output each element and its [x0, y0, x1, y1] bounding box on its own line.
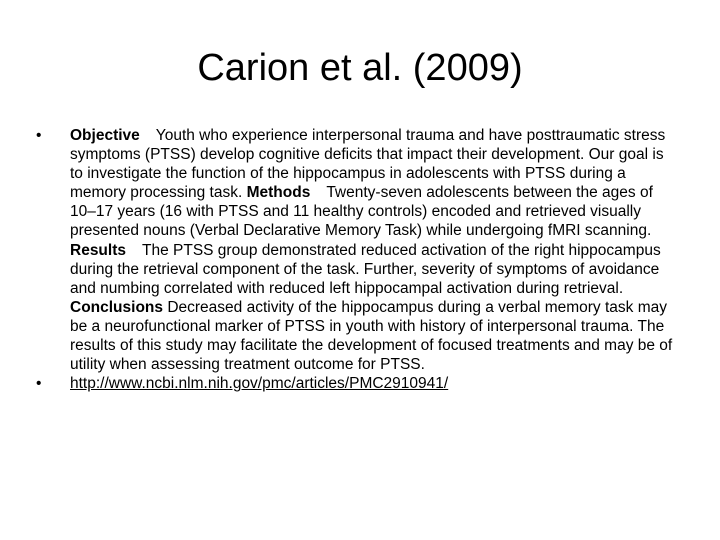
methods-text: Twenty-seven adolescents between the ages of 10–17 years (16 with PTSS and 11 healthy controls) encoded and retrieved visually presented nouns (Verbal Declarative Memory Task) while undergoing fMRI scanning. [70, 184, 653, 240]
results-label: Results [70, 241, 126, 259]
objective-text: Youth who experience interpersonal trauma and have posttraumatic stress symptoms (PTSS) develop cognitive deficits that impact their development. Our goal is to investigate the function of the hippocampus in adolescents with PTSS during a memory processing task. [70, 127, 666, 202]
slide-title: Carion et al. (2009) [197, 47, 523, 89]
objective-label: Objective [70, 127, 140, 144]
link-bullet [36, 374, 676, 393]
abstract-text [70, 127, 672, 373]
conclusions-label: Conclusions [70, 298, 164, 316]
article-link[interactable]: http://www.ncbi.nlm.nih.gov/pmc/articles/PMC2910941/ [70, 375, 449, 393]
methods-label: Methods [246, 184, 311, 202]
results-text: The PTSS group demonstrated reduced activation of the right hippocampus during the retrieval component of the task. Further, severity of symptoms of avoidance and numbing correlated with reduced left hippocampal activation during retrieval. [70, 241, 661, 297]
bullet-list [36, 126, 676, 393]
bullet-marker: • [36, 127, 42, 144]
bullet-marker: • [36, 375, 42, 393]
abstract-bullet [36, 126, 676, 374]
conclusions-text: Decreased activity of the hippocampus during a verbal memory task may be a neurofunctional marker of PTSS in youth with history of interpersonal trauma. The results of this study may facilitate the development of focused treatments and may be of utility when assessing treatment outcome for PTSS. [70, 298, 673, 374]
